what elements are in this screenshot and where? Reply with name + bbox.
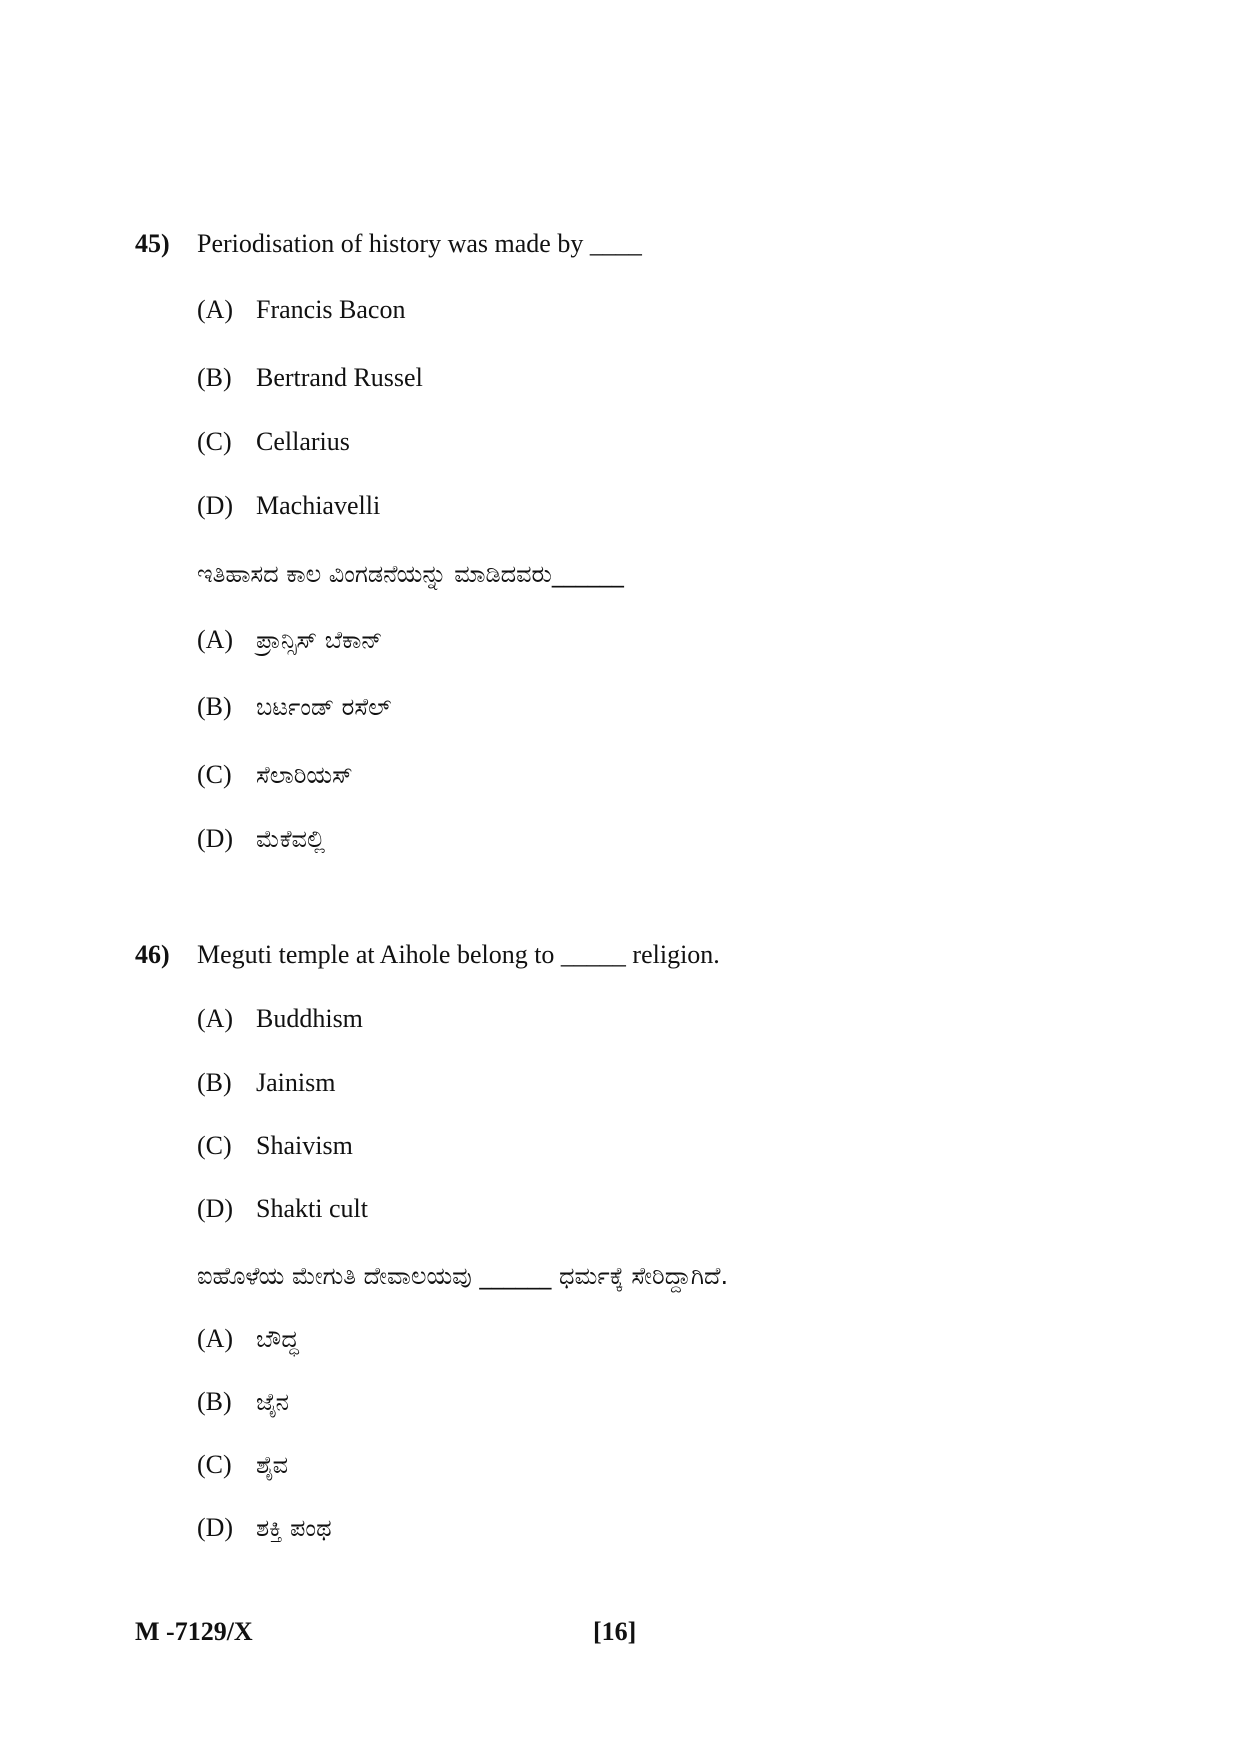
option-text-kannada: ಮೆಕೆವಲ್ಲಿ (256, 825, 326, 853)
question-text: Meguti temple at Aihole belong to _____ religion. (197, 940, 720, 969)
option-label: (B) (197, 1068, 232, 1097)
option-text-kannada: ಸೆಲಾರಿಯಸ್ (256, 761, 353, 789)
option-text-kannada: ಪ್ರಾನ್ಸಿಸ್ ಬೆಕಾನ್ (256, 626, 383, 654)
option-text-kannada: ಜೈನ (256, 1388, 289, 1416)
option-label: (B) (197, 363, 232, 392)
option-text-kannada: ಬೌದ್ಧ (256, 1325, 299, 1353)
option-label-kannada: (D) (197, 824, 234, 853)
option-text: Machiavelli (256, 491, 381, 520)
option-text-kannada: ಬರ್ಟಂಡ್ ರಸೆಲ್ (256, 693, 392, 721)
option-label: (A) (197, 295, 234, 324)
question-text-kannada: ಐಹೊಳೆಯ ಮೇಗುತಿ ದೇವಾಲಯವು ______ ಧರ್ಮಕ್ಕೆ ಸೇರಿದ್ದಾಗಿದೆ. (197, 1262, 729, 1290)
option-label-kannada: (D) (197, 1513, 234, 1542)
option-label-kannada: (A) (197, 625, 234, 654)
option-label: (C) (197, 427, 232, 456)
option-text-kannada: ಶಕ್ತಿ ಪಂಥ (256, 1514, 332, 1542)
option-label-kannada: (C) (197, 760, 232, 789)
option-label: (D) (197, 1194, 234, 1223)
option-label-kannada: (A) (197, 1324, 234, 1353)
option-label: (C) (197, 1131, 232, 1160)
option-text: Cellarius (256, 427, 350, 456)
question-number: 46) (135, 940, 170, 969)
option-label: (A) (197, 1004, 234, 1033)
question-number: 45) (135, 229, 170, 258)
option-label-kannada: (B) (197, 692, 232, 721)
option-label-kannada: (B) (197, 1387, 232, 1416)
option-text: Buddhism (256, 1004, 363, 1033)
option-label: (D) (197, 491, 234, 520)
question-text: Periodisation of history was made by ____ (197, 229, 642, 258)
option-text: Francis Bacon (256, 295, 406, 324)
page-number: [16] (593, 1617, 637, 1646)
option-text: Shaivism (256, 1131, 353, 1160)
question-text-kannada: ಇತಿಹಾಸದ ಕಾಲ ವಿಂಗಡನೆಯನ್ನು ಮಾಡಿದವರು______ (197, 560, 624, 588)
option-text: Bertrand Russel (256, 363, 423, 392)
option-text: Shakti cult (256, 1194, 368, 1223)
paper-code: M -7129/X (135, 1617, 253, 1646)
option-text: Jainism (256, 1068, 336, 1097)
option-label-kannada: (C) (197, 1450, 232, 1479)
option-text-kannada: ಶೈವ (256, 1451, 289, 1479)
